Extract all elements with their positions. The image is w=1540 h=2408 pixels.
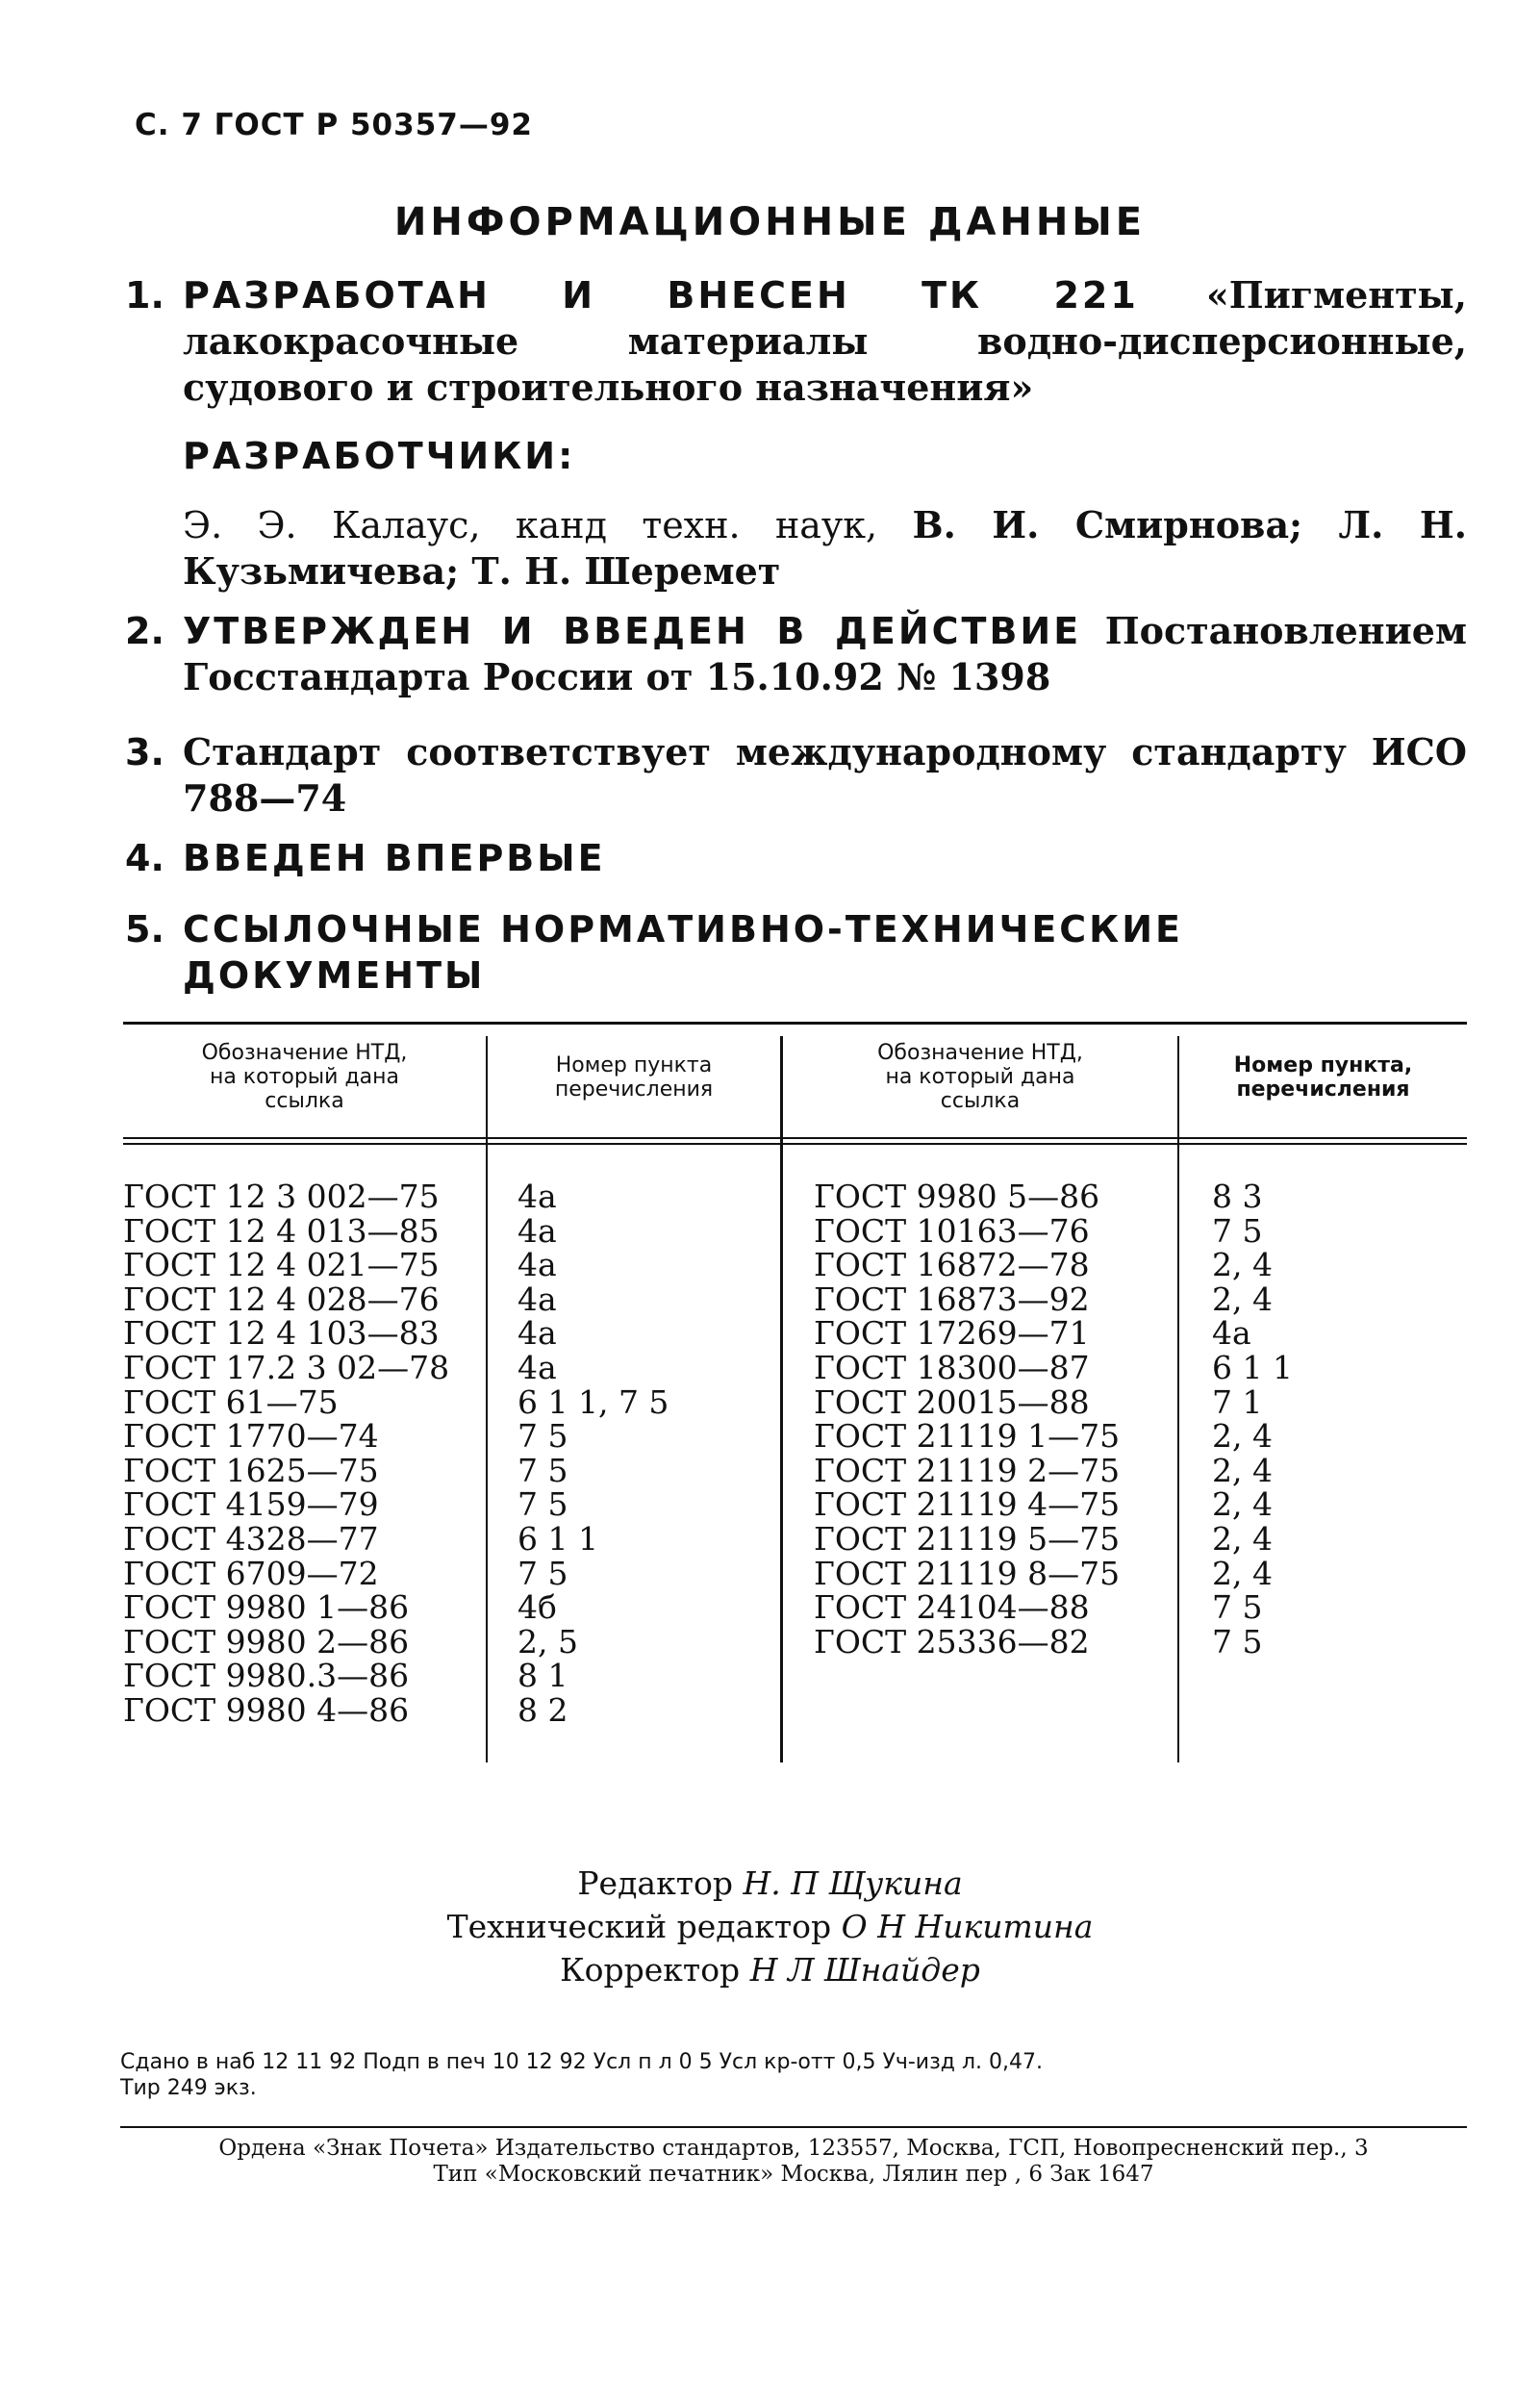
table-cell-clause: 7 5 xyxy=(518,1485,568,1524)
credit-role: Редактор xyxy=(577,1864,733,1902)
item-text: Стандарт соответствует международному стандарту ИСО 788—74 xyxy=(183,730,1467,820)
table-cell-clause: 6 1 1 xyxy=(1212,1348,1293,1386)
table-cell-ntd: ГОСТ 21119 2—75 xyxy=(814,1451,1121,1489)
credit-tech-editor xyxy=(0,1905,1540,1948)
header-ntd-right: Обозначение НТД, на который дана ссылка xyxy=(877,1041,1083,1113)
table-cell-ntd: ГОСТ 12 4 013—85 xyxy=(123,1211,440,1250)
table-cell-clause: 2, 4 xyxy=(1212,1417,1273,1456)
table-cell-ntd: ГОСТ 17269—71 xyxy=(814,1314,1090,1353)
reference-table xyxy=(123,1022,1467,1762)
item-number: 2. xyxy=(125,610,164,652)
header-ntd-left: Обозначение НТД, на который дана ссылка xyxy=(201,1041,408,1113)
table-cell-clause: 8 2 xyxy=(518,1690,568,1729)
table-cell-clause: 7 5 xyxy=(518,1554,568,1592)
item-text: Постановлением Госстандарта России от 15.10.92 № 1398 xyxy=(183,609,1467,698)
credit-editor xyxy=(0,1862,1540,1905)
table-cell-clause: 7 1 xyxy=(1212,1382,1263,1421)
table-cell-ntd: ГОСТ 21119 5—75 xyxy=(814,1519,1121,1558)
info-item-5 xyxy=(125,906,1467,999)
table-cell-clause: 7 5 xyxy=(518,1417,568,1456)
table-cell-ntd: ГОСТ 21119 8—75 xyxy=(814,1554,1121,1592)
developers-list xyxy=(183,502,1467,595)
credit-proofreader xyxy=(0,1948,1540,1991)
table-cell-ntd: ГОСТ 12 4 103—83 xyxy=(123,1314,440,1353)
table-cell-clause: 6 1 1, 7 5 xyxy=(518,1382,669,1421)
table-cell-ntd: ГОСТ 21119 4—75 xyxy=(814,1485,1121,1524)
table-cell-clause: 6 1 1 xyxy=(518,1519,598,1558)
item-lead: УТВЕРЖДЕН И ВВЕДЕН В ДЕЙСТВИЕ xyxy=(183,610,1082,652)
credit-person: Н Л Шнайдер xyxy=(749,1951,980,1989)
table-top-rule xyxy=(123,1022,1467,1025)
left-clause-column xyxy=(518,1179,777,1728)
table-cell-ntd: ГОСТ 18300—87 xyxy=(814,1348,1090,1386)
column-divider-center xyxy=(780,1036,783,1762)
page-header: С. 7 ГОСТ Р 50357—92 xyxy=(135,108,533,142)
table-cell-ntd: ГОСТ 10163—76 xyxy=(814,1211,1090,1250)
info-item-2 xyxy=(125,608,1467,700)
table-cell-ntd: ГОСТ 12 4 021—75 xyxy=(123,1246,440,1284)
table-cell-ntd: ГОСТ 12 4 028—76 xyxy=(123,1280,440,1318)
table-cell-clause: 7 5 xyxy=(1212,1622,1263,1660)
table-cell-ntd: ГОСТ 17.2 3 02—78 xyxy=(123,1348,450,1386)
table-cell-ntd: ГОСТ 1770—74 xyxy=(123,1417,379,1456)
table-cell-ntd: ГОСТ 16873—92 xyxy=(814,1280,1090,1318)
table-cell-ntd: ГОСТ 4328—77 xyxy=(123,1519,379,1558)
table-cell-clause: 7 5 xyxy=(518,1451,568,1489)
table-cell-ntd: ГОСТ 9980 2—86 xyxy=(123,1622,410,1660)
table-cell-ntd: ГОСТ 9980.3—86 xyxy=(123,1657,410,1695)
table-cell-clause: 2, 4 xyxy=(1212,1451,1273,1489)
publisher-block xyxy=(120,2136,1467,2188)
credits-block xyxy=(0,1862,1540,1991)
item-number: 1. xyxy=(125,274,164,317)
header-clause-right: Номер пункта, перечисления xyxy=(1233,1053,1413,1102)
table-cell-clause: 2, 5 xyxy=(518,1622,578,1660)
table-cell-ntd: ГОСТ 6709—72 xyxy=(123,1554,379,1592)
table-cell-ntd: ГОСТ 25336—82 xyxy=(814,1622,1090,1660)
credit-person: Н. П Щукина xyxy=(743,1864,963,1902)
table-cell-ntd: ГОСТ 1625—75 xyxy=(123,1451,379,1489)
document-title: ИНФОРМАЦИОННЫЕ ДАННЫЕ xyxy=(393,200,1147,244)
table-cell-ntd: ГОСТ 61—75 xyxy=(123,1382,339,1421)
table-cell-ntd: ГОСТ 16872—78 xyxy=(814,1246,1090,1284)
column-divider xyxy=(486,1036,488,1762)
imprint-block xyxy=(120,2049,1467,2101)
credit-role: Технический редактор xyxy=(446,1908,832,1945)
table-cell-clause: 2, 4 xyxy=(1212,1246,1273,1284)
table-cell-ntd: ГОСТ 24104—88 xyxy=(814,1588,1090,1627)
developers-heading: РАЗРАБОТЧИКИ: xyxy=(183,435,576,477)
publisher-line-2: Тип «Московский печатник» Москва, Лялин пер , 6 Зак 1647 xyxy=(433,2162,1154,2187)
right-clause-column xyxy=(1212,1179,1462,1659)
credit-person: О Н Никитина xyxy=(841,1908,1094,1945)
imprint-divider xyxy=(120,2126,1467,2128)
item-number: 4. xyxy=(125,837,164,879)
table-cell-clause: 4б xyxy=(518,1588,557,1627)
header-clause-left: Номер пункта перечисления xyxy=(554,1053,714,1102)
table-cell-clause: 4а xyxy=(518,1280,557,1318)
item-lead: ССЫЛОЧНЫЕ НОРМАТИВНО-ТЕХНИЧЕСКИЕ ДОКУМЕНТЫ xyxy=(183,908,1183,997)
item-number: 3. xyxy=(125,731,164,773)
item-text: «Пигменты, лакокрасочные материалы водно-дисперсионные, судового и строительного назначения» xyxy=(183,273,1467,409)
info-item-1 xyxy=(125,272,1467,411)
right-ntd-column xyxy=(814,1179,1170,1659)
table-cell-clause: 4а xyxy=(518,1348,557,1386)
left-ntd-column xyxy=(123,1179,479,1728)
table-cell-clause: 4а xyxy=(518,1211,557,1250)
info-item-4 xyxy=(125,835,1467,881)
table-cell-ntd: ГОСТ 20015—88 xyxy=(814,1382,1090,1421)
table-cell-clause: 4а xyxy=(1212,1314,1251,1353)
developer-rest: В. И. Смирнова; Л. Н. Кузьмичева; Т. Н. Шеремет xyxy=(183,503,1467,593)
table-cell-clause: 2, 4 xyxy=(1212,1280,1273,1318)
publisher-line-1: Ордена «Знак Почета» Издательство стандартов, 123557, Москва, ГСП, Новопресненский пер., 3 xyxy=(218,2136,1369,2161)
item-lead: РАЗРАБОТАН И ВНЕСЕН ТК 221 xyxy=(183,274,1139,317)
imprint-line-2: Тир 249 экз. xyxy=(120,2076,257,2100)
column-divider xyxy=(1177,1036,1179,1762)
item-number: 5. xyxy=(125,908,164,951)
table-cell-clause: 2, 4 xyxy=(1212,1554,1273,1592)
table-cell-clause: 2, 4 xyxy=(1212,1485,1273,1524)
table-cell-clause: 4а xyxy=(518,1314,557,1353)
table-cell-ntd: ГОСТ 21119 1—75 xyxy=(814,1417,1121,1456)
table-cell-clause: 7 5 xyxy=(1212,1211,1263,1250)
table-header-rule-double xyxy=(123,1143,1467,1145)
table-header-rule xyxy=(123,1137,1467,1139)
table-cell-ntd: ГОСТ 9980 1—86 xyxy=(123,1588,410,1627)
item-lead: ВВЕДЕН ВПЕРВЫЕ xyxy=(183,837,606,879)
table-cell-clause: 8 3 xyxy=(1212,1178,1263,1215)
table-cell-clause: 7 5 xyxy=(1212,1588,1263,1627)
table-cell-ntd: ГОСТ 12 3 002—75 xyxy=(123,1178,440,1215)
table-cell-clause: 2, 4 xyxy=(1212,1519,1273,1558)
info-item-3 xyxy=(125,729,1467,822)
credit-role: Корректор xyxy=(560,1951,741,1989)
table-cell-clause: 4а xyxy=(518,1246,557,1284)
table-cell-clause: 8 1 xyxy=(518,1657,568,1695)
table-cell-ntd: ГОСТ 9980 4—86 xyxy=(123,1690,410,1729)
table-cell-ntd: ГОСТ 4159—79 xyxy=(123,1485,379,1524)
table-cell-clause: 4а xyxy=(518,1178,557,1215)
imprint-line-1: Сдано в наб 12 11 92 Подп в печ 10 12 92 Усл п л 0 5 Усл кр-отт 0,5 Уч-изд л. 0,47. xyxy=(120,2050,1044,2074)
table-cell-ntd: ГОСТ 9980 5—86 xyxy=(814,1178,1100,1215)
developer-first: Э. Э. Калаус, канд техн. наук, xyxy=(183,504,878,546)
